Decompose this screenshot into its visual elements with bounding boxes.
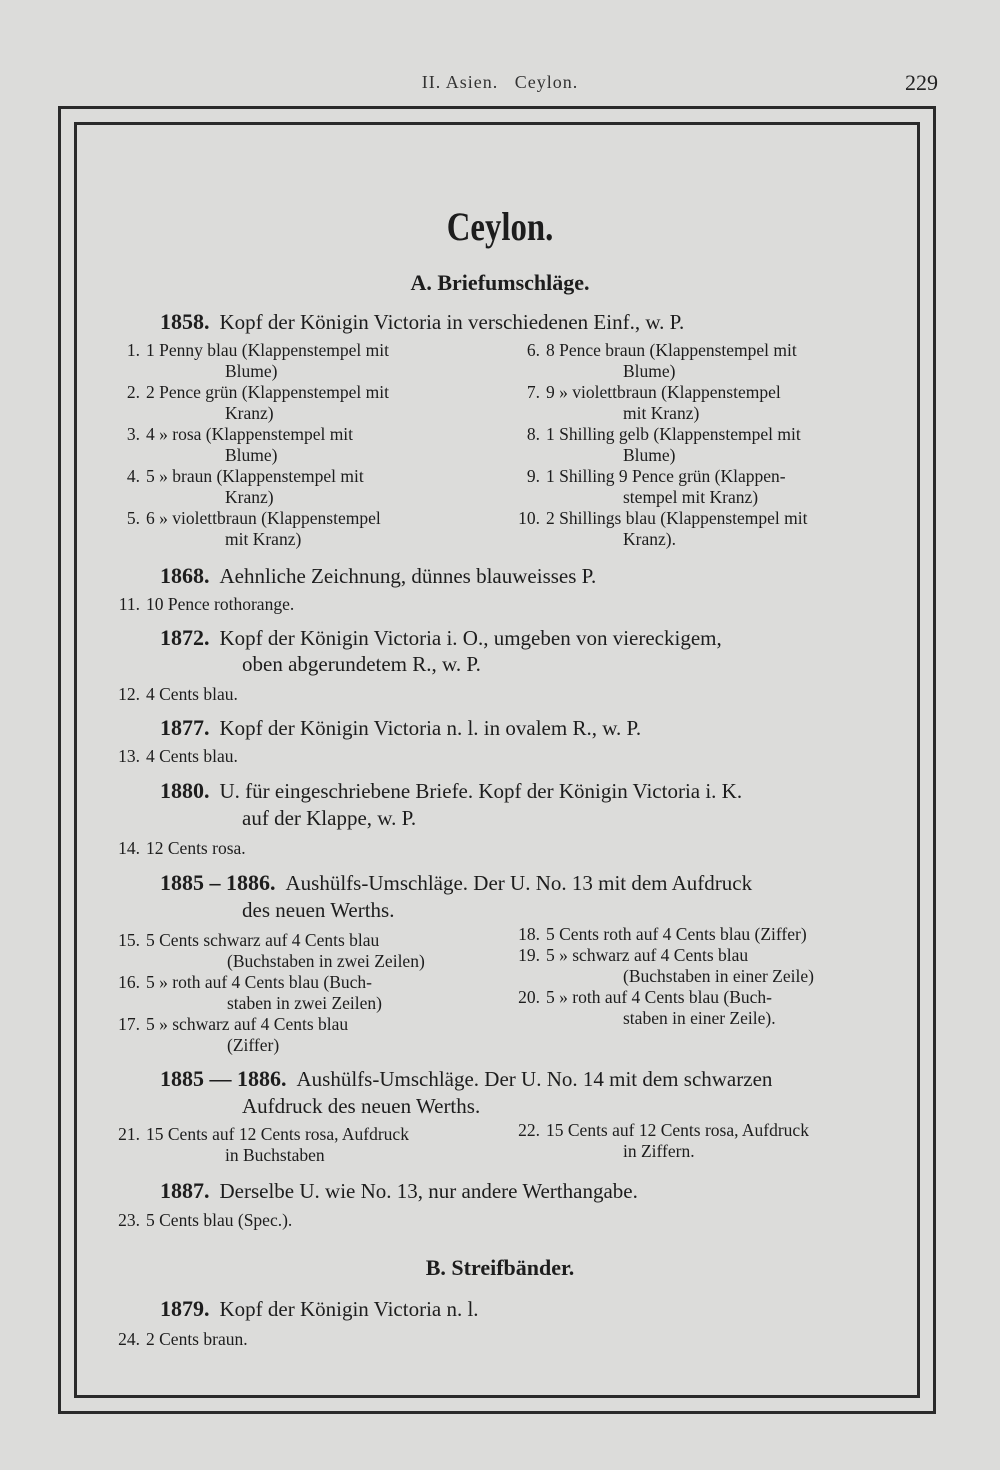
item-continuation: Blume) bbox=[623, 445, 676, 465]
item-number: 2. bbox=[126, 382, 140, 402]
group-1858-header bbox=[160, 309, 684, 335]
item-number: 21. bbox=[118, 1124, 140, 1144]
item-text: 1 Shilling gelb (Klappenstempel mit bbox=[546, 424, 801, 444]
list-item bbox=[500, 382, 781, 403]
list-item bbox=[500, 508, 808, 529]
group-description: Derselbe U. wie No. 13, nur andere Werthangabe. bbox=[219, 1179, 638, 1203]
item-text: 5 » schwarz auf 4 Cents blau bbox=[546, 945, 749, 965]
list-item bbox=[100, 594, 294, 615]
item-continuation: stempel mit Kranz) bbox=[623, 487, 759, 507]
group-1885-a-header bbox=[160, 870, 752, 896]
list-item bbox=[500, 924, 807, 945]
group-description: Kopf der Königin Victoria i. O., umgeben von viereckigem, bbox=[219, 626, 722, 650]
group-year: 1887. bbox=[160, 1178, 210, 1203]
item-continuation: staben in zwei Zeilen) bbox=[227, 993, 383, 1013]
list-item bbox=[100, 1124, 409, 1145]
item-number: 17. bbox=[118, 1014, 140, 1034]
item-number: 10. bbox=[518, 508, 540, 528]
list-item bbox=[100, 424, 353, 445]
list-item bbox=[100, 1210, 292, 1231]
item-number: 4. bbox=[126, 466, 140, 486]
section-heading-b: B. Streifbänder. bbox=[425, 1255, 575, 1280]
list-item bbox=[100, 1329, 248, 1350]
group-year: 1858. bbox=[160, 309, 210, 334]
item-continuation: Kranz). bbox=[623, 529, 676, 549]
group-year: 1880. bbox=[160, 778, 210, 803]
group-description: Aushülfs-Umschläge. Der U. No. 13 mit dem Aufdruck bbox=[285, 871, 753, 895]
section-heading-a: A. Briefumschläge. bbox=[410, 270, 590, 295]
item-continuation: staben in einer Zeile). bbox=[623, 1008, 776, 1028]
item-number: 6. bbox=[526, 340, 540, 360]
list-item bbox=[100, 466, 364, 487]
group-1877-header bbox=[160, 715, 641, 741]
list-item bbox=[500, 424, 801, 445]
item-text: 4 Cents blau. bbox=[146, 746, 238, 766]
page-number: 229 bbox=[905, 70, 938, 95]
item-number: 9. bbox=[526, 466, 540, 486]
item-continuation: mit Kranz) bbox=[623, 403, 700, 423]
list-item bbox=[100, 972, 372, 993]
group-description-cont: Aufdruck des neuen Werths. bbox=[242, 1094, 481, 1118]
item-number: 24. bbox=[118, 1329, 140, 1349]
group-description: Aushülfs-Umschläge. Der U. No. 14 mit dem schwarzen bbox=[296, 1067, 773, 1091]
item-number: 13. bbox=[118, 746, 140, 766]
group-description-cont: auf der Klappe, w. P. bbox=[242, 806, 417, 830]
group-1887-header bbox=[160, 1178, 638, 1204]
group-description: U. für eingeschriebene Briefe. Kopf der Königin Victoria i. K. bbox=[219, 779, 743, 803]
item-text: 2 Cents braun. bbox=[146, 1329, 248, 1349]
list-item bbox=[500, 1120, 809, 1141]
group-description-cont: oben abgerundetem R., w. P. bbox=[242, 652, 481, 676]
item-continuation: (Ziffer) bbox=[227, 1035, 280, 1055]
item-number: 23. bbox=[118, 1210, 140, 1230]
item-continuation: Blume) bbox=[623, 361, 676, 381]
item-text: 5 Cents roth auf 4 Cents blau (Ziffer) bbox=[546, 924, 807, 944]
item-text: 2 Shillings blau (Klappenstempel mit bbox=[546, 508, 808, 528]
group-1872-header bbox=[160, 625, 722, 651]
item-continuation: Kranz) bbox=[225, 403, 274, 423]
item-text: 4 » rosa (Klappenstempel mit bbox=[146, 424, 354, 444]
item-text: 5 » roth auf 4 Cents blau (Buch- bbox=[146, 972, 372, 992]
item-number: 1. bbox=[126, 340, 140, 360]
item-text: 15 Cents auf 12 Cents rosa, Aufdruck bbox=[546, 1120, 809, 1140]
list-item bbox=[500, 466, 786, 487]
item-text: 5 Cents blau (Spec.). bbox=[146, 1210, 293, 1230]
list-item bbox=[500, 945, 748, 966]
list-item bbox=[100, 684, 238, 705]
item-continuation: in Ziffern. bbox=[623, 1141, 695, 1161]
item-text: 5 » braun (Klappenstempel mit bbox=[146, 466, 364, 486]
item-text: 15 Cents auf 12 Cents rosa, Aufdruck bbox=[146, 1124, 409, 1144]
group-year: 1885 — 1886. bbox=[160, 1066, 287, 1091]
item-continuation: (Buchstaben in einer Zeile) bbox=[623, 966, 814, 986]
group-description: Kopf der Königin Victoria n. l. bbox=[219, 1297, 479, 1321]
running-head-title bbox=[0, 72, 1000, 93]
group-1868-header bbox=[160, 563, 596, 589]
group-description-cont: des neuen Werths. bbox=[242, 898, 395, 922]
page-title: Ceylon. bbox=[446, 204, 554, 249]
item-number: 19. bbox=[518, 945, 540, 965]
group-description: Aehnliche Zeichnung, dünnes blauweisses P. bbox=[219, 564, 597, 588]
item-number: 20. bbox=[518, 987, 540, 1007]
item-number: 12. bbox=[118, 684, 140, 704]
item-continuation: in Buchstaben bbox=[225, 1145, 325, 1165]
running-head-section: II. Asien. bbox=[421, 72, 499, 92]
group-1880-header bbox=[160, 778, 742, 804]
item-continuation: Blume) bbox=[225, 445, 278, 465]
item-number: 16. bbox=[118, 972, 140, 992]
item-continuation: Blume) bbox=[225, 361, 278, 381]
list-item bbox=[100, 838, 246, 859]
group-year: 1872. bbox=[160, 625, 210, 650]
list-item bbox=[100, 930, 379, 951]
item-text: 5 Cents schwarz auf 4 Cents blau bbox=[146, 930, 380, 950]
item-number: 3. bbox=[126, 424, 140, 444]
item-text: 6 » violettbraun (Klappenstempel bbox=[146, 508, 381, 528]
list-item bbox=[500, 340, 797, 361]
item-text: 4 Cents blau. bbox=[146, 684, 238, 704]
item-number: 14. bbox=[118, 838, 140, 858]
item-number: 15. bbox=[118, 930, 140, 950]
item-number: 18. bbox=[518, 924, 540, 944]
group-1879-header bbox=[160, 1296, 479, 1322]
group-description: Kopf der Königin Victoria n. l. in ovalem R., w. P. bbox=[219, 716, 642, 740]
item-text: 5 » roth auf 4 Cents blau (Buch- bbox=[546, 987, 772, 1007]
group-year: 1879. bbox=[160, 1296, 210, 1321]
group-year: 1868. bbox=[160, 563, 210, 588]
item-continuation: (Buchstaben in zwei Zeilen) bbox=[227, 951, 425, 971]
item-number: 22. bbox=[518, 1120, 540, 1140]
list-item bbox=[100, 340, 389, 361]
item-number: 7. bbox=[526, 382, 540, 402]
item-continuation: mit Kranz) bbox=[225, 529, 302, 549]
running-head-country: Ceylon. bbox=[514, 72, 579, 92]
list-item bbox=[100, 746, 238, 767]
item-text: 8 Pence braun (Klappenstempel mit bbox=[546, 340, 797, 360]
item-text: 1 Shilling 9 Pence grün (Klappen- bbox=[546, 466, 786, 486]
item-text: 12 Cents rosa. bbox=[146, 838, 246, 858]
group-year: 1885 – 1886. bbox=[160, 870, 276, 895]
group-description: Kopf der Königin Victoria in verschiedenen Einf., w. P. bbox=[219, 310, 685, 334]
item-text: 9 » violettbraun (Klappenstempel bbox=[546, 382, 781, 402]
group-year: 1877. bbox=[160, 715, 210, 740]
list-item bbox=[100, 382, 389, 403]
running-head bbox=[0, 72, 1000, 102]
item-text: 1 Penny blau (Klappenstempel mit bbox=[146, 340, 390, 360]
group-1885-b-header bbox=[160, 1066, 772, 1092]
item-text: 5 » schwarz auf 4 Cents blau bbox=[146, 1014, 349, 1034]
item-continuation: Kranz) bbox=[225, 487, 274, 507]
item-text: 2 Pence grün (Klappenstempel mit bbox=[146, 382, 389, 402]
list-item bbox=[100, 508, 381, 529]
item-number: 5. bbox=[126, 508, 140, 528]
list-item bbox=[100, 1014, 348, 1035]
item-text: 10 Pence rothorange. bbox=[146, 594, 295, 614]
item-number: 8. bbox=[526, 424, 540, 444]
list-item bbox=[500, 987, 772, 1008]
item-number: 11. bbox=[118, 594, 140, 614]
